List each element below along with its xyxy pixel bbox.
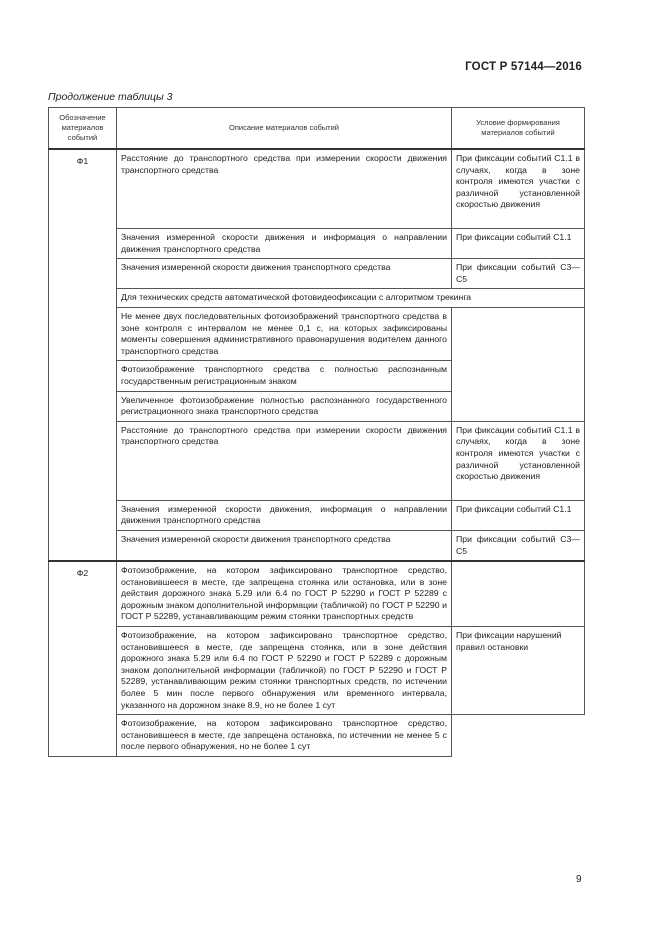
row-description: Значения измеренной скорости движения, информация о направлении движения транспортного средства	[117, 500, 452, 530]
row-condition-empty	[452, 307, 585, 421]
row-condition-empty	[452, 561, 585, 626]
table-caption: Продолжение таблицы 3	[48, 91, 173, 103]
table-row	[49, 561, 585, 626]
row-condition: При фиксации событий С1.1	[452, 500, 585, 530]
table-row	[49, 627, 585, 715]
row-condition: При фиксации событий С3—С5	[452, 259, 585, 289]
table-header-row	[49, 108, 585, 150]
table-row	[49, 149, 585, 229]
tracking-algorithm-subheading: Для технических средств автоматической фотовидеофиксации с алгоритмом трекинга	[117, 289, 585, 308]
row-description: Значения измеренной скорости движения и информация о направлении движения транспортного средства	[117, 229, 452, 259]
row-condition: При фиксации событий С3—С5	[452, 530, 585, 561]
page-number: 9	[576, 874, 582, 885]
row-condition: При фиксации нарушений правил остановки	[452, 627, 585, 715]
row-description: Расстояние до транспортного средства при измерении скорости движения транспортного средства	[117, 149, 452, 229]
table-row	[49, 500, 585, 530]
row-description: Фотоизображение, на котором зафиксировано транспортное средство, остановившееся в месте, где запрещена остановка, по истечении не менее 5 с после первого обнаружения, но не более 1 сут	[117, 715, 452, 757]
events-materials-table	[48, 107, 585, 757]
row-description: Фотоизображение, на котором зафиксировано транспортное средство, остановившееся в месте, где запрещена стоянка или остановка, или в зоне действия дорожного знака 5.29 или 6.4 по ГОСТ Р 52290 и ГОСТ Р 52289 с дорожным знаком дополнительной информации (табличкой) по ГОСТ Р 52290 и ГОСТ Р 52289, устанавливающим режим стоянки транспортных средств	[117, 561, 452, 626]
column-header-description: Описание материалов событий	[117, 108, 452, 150]
table-row	[49, 715, 585, 757]
row-condition: При фиксации событий С1.1 в случаях, когда в зоне контроля имеются участки с различной установленной скоростью движения	[452, 149, 585, 229]
column-header-code: Обозначение материалов событий	[49, 108, 117, 150]
material-code-f1: Ф1	[49, 149, 117, 561]
row-condition: При фиксации событий С1.1	[452, 229, 585, 259]
row-description: Фотоизображение транспортного средства с полностью распознанным государственным регистрационным знаком	[117, 361, 452, 391]
row-description: Расстояние до транспортного средства при измерении скорости движения транспортного средства	[117, 421, 452, 500]
document-standard-header: ГОСТ Р 57144—2016	[465, 61, 582, 73]
row-description: Фотоизображение, на котором зафиксировано транспортное средство, остановившееся в месте, где запрещена стоянка, или в зоне действия дорожного знака 5.29 или 6.4 по ГОСТ Р 52290 и ГОСТ Р 52289 с дорожным знаком дополнительной информации (табличкой) по ГОСТ Р 52290 и ГОСТ Р 52289, устанавливающим режим стоянки транспортных средств, по истечении более 5 мин после первого обнаружения или временного интервала, указанного на дорожном знаке 8.9, но не более 1 сут	[117, 627, 452, 715]
table-row	[49, 421, 585, 500]
table-row	[49, 307, 585, 360]
row-description: Увеличенное фотоизображение полностью распознанного государственного регистрационного знака транспортного средства	[117, 391, 452, 421]
row-description: Не менее двух последовательных фотоизображений транспортного средства в зоне контроля с интервалом не менее 0,1 с, на которых зафиксированы моменты совершения административного правонарушения водителем данного транспортного средства	[117, 307, 452, 360]
table-row-subheading	[49, 289, 585, 308]
table-row	[49, 229, 585, 259]
row-condition: При фиксации событий С1.1 в случаях, когда в зоне контроля имеются участки с различной установленной скоростью движения	[452, 421, 585, 500]
table-row	[49, 530, 585, 561]
table-row	[49, 259, 585, 289]
column-header-condition: Условие формирования материалов событий	[452, 108, 585, 150]
row-description: Значения измеренной скорости движения транспортного средства	[117, 530, 452, 561]
material-code-f2: Ф2	[49, 561, 117, 756]
row-description: Значения измеренной скорости движения транспортного средства	[117, 259, 452, 289]
